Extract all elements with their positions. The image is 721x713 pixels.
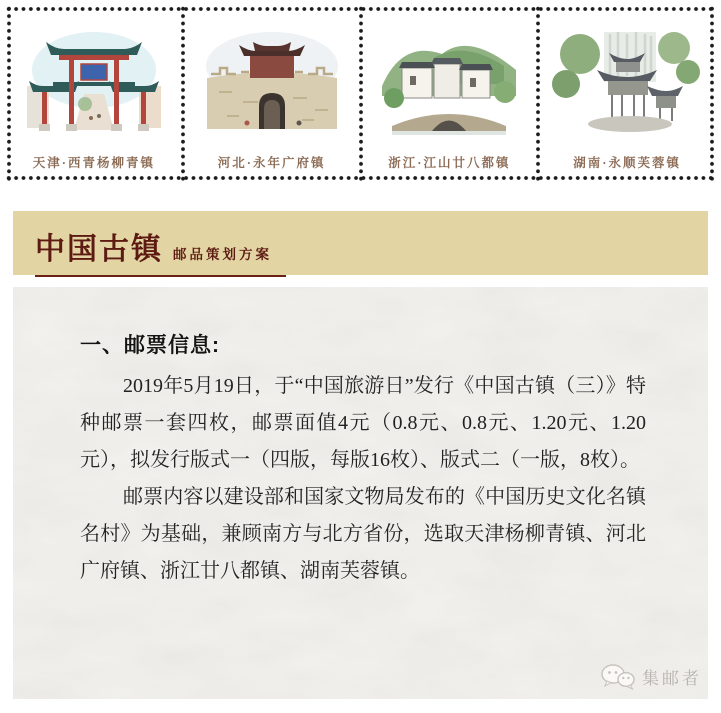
stamp-yangliuqing [5,5,183,182]
article-content [13,287,708,590]
village-and-bridge-illustration [371,19,529,147]
stamp-nianbadu [361,5,539,182]
title-banner [13,211,708,275]
stamp-label: 浙江·江山廿八都镇 [388,156,511,170]
section-heading: 一、邮票信息: [80,334,220,357]
wechat-icon [601,663,635,690]
stamp-label: 天津·西青杨柳青镇 [32,156,155,170]
stamp-label: 湖南·永顺芙蓉镇 [573,156,681,170]
title-underline-group [35,224,286,277]
page-title: 中国古镇 [35,233,163,266]
stamp-guangfu [183,5,361,182]
paragraph-stamp-content: 邮票内容以建设部和国家文物局发布的《中国历史文化名镇名村》为基础，兼顾南方与北方省份，选取天津杨柳青镇、河北广府镇、浙江廿八都镇、湖南芙蓉镇。 [80,486,646,582]
stamp-furong [538,5,716,182]
paragraph-stamp-issue: 2019年5月19日，于“中国旅游日”发行《中国古镇（三）》特种邮票一套四枚，邮票面值4元（0.8元、0.8元、1.20元、1.20元），拟发行版式一（四版，每版16枚）、版式二（一版，8枚）。 [80,375,646,471]
stamp-label: 河北·永年广府镇 [217,156,326,170]
paifang-archway-illustration [15,19,173,147]
stamp-strip [5,5,716,182]
stilted-pavilions-waterfall-illustration [548,19,706,147]
stone-city-gate-illustration [193,19,351,147]
watermark-label: 集邮者 [642,669,702,688]
article-body-panel [13,287,708,699]
page-subtitle: 邮品策划方案 [173,247,272,262]
watermark [601,663,702,690]
